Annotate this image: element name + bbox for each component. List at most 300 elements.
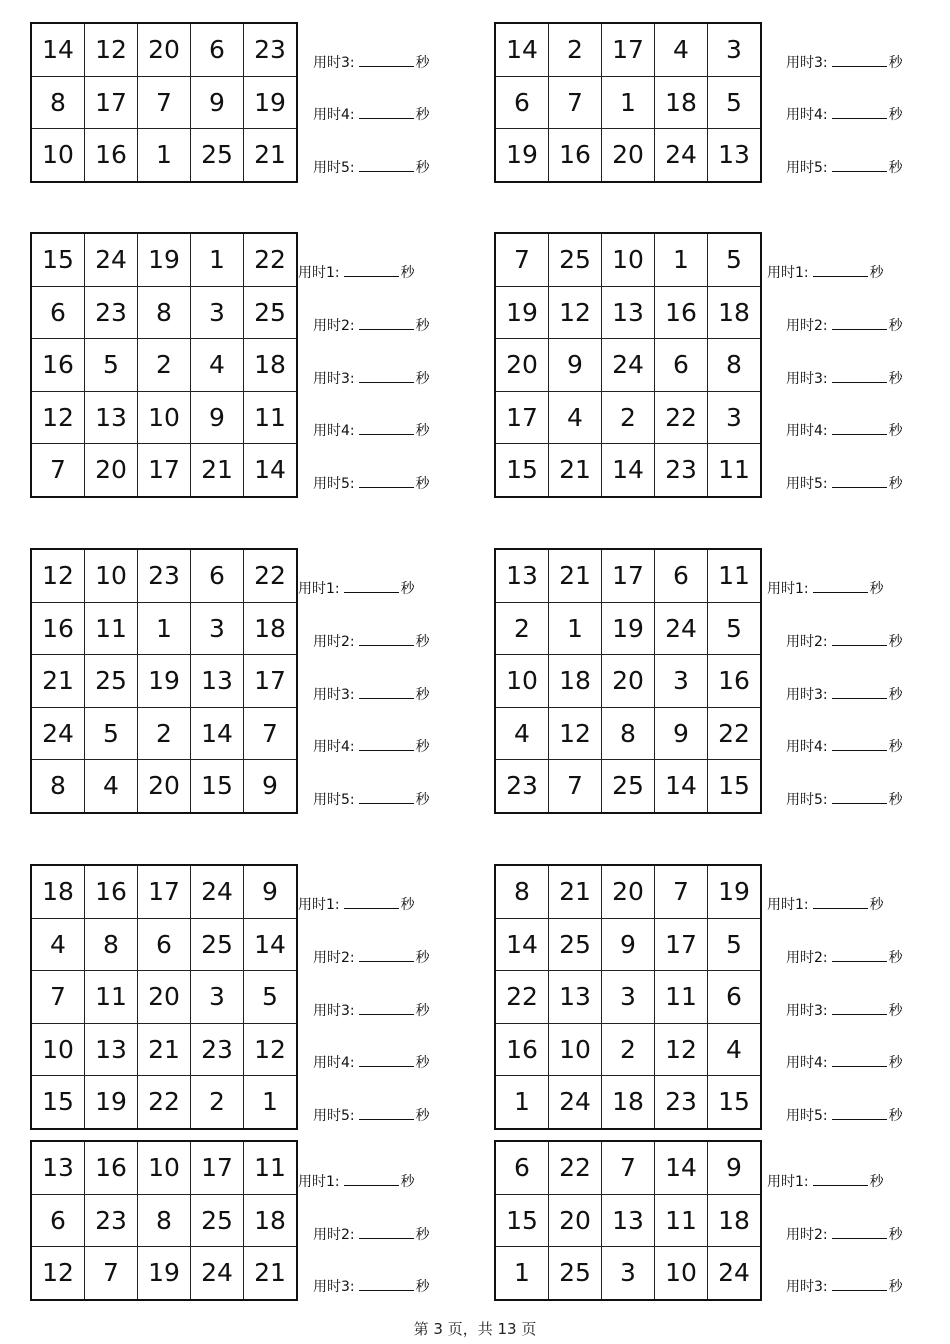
grid-cell: 16 <box>495 1023 549 1076</box>
grid-cell: 10 <box>549 1023 602 1076</box>
time-unit: 秒 <box>415 1227 430 1243</box>
grid-cell: 7 <box>244 707 298 760</box>
time-record <box>786 317 903 334</box>
grid-cell: 19 <box>138 1247 191 1300</box>
time-unit: 秒 <box>415 55 430 71</box>
time-answer-blank[interactable] <box>813 264 868 277</box>
time-record <box>767 264 884 281</box>
number-grid <box>30 864 298 1130</box>
grid-cell: 13 <box>191 655 244 708</box>
grid-cell: 8 <box>138 1194 191 1247</box>
grid-cell: 9 <box>244 865 298 918</box>
time-record <box>313 1002 430 1019</box>
grid-cell: 25 <box>549 1247 602 1300</box>
time-record <box>767 896 884 913</box>
grid-cell: 17 <box>138 444 191 497</box>
grid-row <box>495 1247 761 1300</box>
time-label: 用时5: <box>313 792 355 808</box>
time-record <box>298 264 415 281</box>
time-unit: 秒 <box>400 1174 415 1190</box>
grid-cell: 21 <box>31 655 85 708</box>
time-answer-blank[interactable] <box>344 896 399 909</box>
time-label: 用时4: <box>313 739 355 755</box>
grid-cell: 1 <box>191 233 244 286</box>
grid-cell: 16 <box>549 129 602 182</box>
time-record <box>786 1226 903 1243</box>
time-answer-blank[interactable] <box>832 738 887 751</box>
grid-cell: 3 <box>602 1247 655 1300</box>
time-answer-blank[interactable] <box>344 1173 399 1186</box>
number-grid <box>494 864 762 1130</box>
time-answer-blank[interactable] <box>832 1278 887 1291</box>
time-answer-blank[interactable] <box>832 791 887 804</box>
grid-cell: 6 <box>31 286 85 339</box>
grid-cell: 8 <box>602 707 655 760</box>
grid-row <box>495 286 761 339</box>
grid-row <box>31 549 297 602</box>
grid-row <box>495 760 761 813</box>
grid-cell: 23 <box>85 1194 138 1247</box>
grid-cell: 2 <box>138 339 191 392</box>
time-answer-blank[interactable] <box>832 370 887 383</box>
grid-cell: 7 <box>31 971 85 1024</box>
number-grid <box>30 548 298 814</box>
grid-cell: 13 <box>602 1194 655 1247</box>
grid-cell: 1 <box>244 1076 298 1129</box>
time-unit: 秒 <box>888 371 903 387</box>
grid-row <box>31 655 297 708</box>
time-answer-blank[interactable] <box>359 1002 414 1015</box>
grid-cell: 3 <box>708 391 762 444</box>
grid-cell: 22 <box>708 707 762 760</box>
grid-cell: 7 <box>495 233 549 286</box>
grid-cell: 4 <box>495 707 549 760</box>
grid-cell: 24 <box>549 1076 602 1129</box>
grid-cell: 6 <box>495 1141 549 1194</box>
time-label: 用时2: <box>786 318 828 334</box>
grid-cell: 14 <box>495 918 549 971</box>
grid-cell: 9 <box>655 707 708 760</box>
grid-row <box>495 1076 761 1129</box>
time-record <box>313 422 430 439</box>
grid-cell: 3 <box>191 286 244 339</box>
time-unit: 秒 <box>869 897 884 913</box>
time-answer-blank[interactable] <box>813 580 868 593</box>
grid-cell: 6 <box>655 549 708 602</box>
grid-cell: 17 <box>244 655 298 708</box>
time-record <box>786 1278 903 1295</box>
grid-cell: 20 <box>602 865 655 918</box>
time-label: 用时5: <box>786 1108 828 1124</box>
grid-cell: 21 <box>549 549 602 602</box>
grid-cell: 19 <box>85 1076 138 1129</box>
grid-cell: 11 <box>244 391 298 444</box>
grid-cell: 9 <box>549 339 602 392</box>
time-record <box>786 686 903 703</box>
time-answer-blank[interactable] <box>359 54 414 67</box>
time-answer-blank[interactable] <box>344 580 399 593</box>
time-answer-blank[interactable] <box>359 1226 414 1239</box>
grid-cell: 5 <box>708 918 762 971</box>
time-answer-blank[interactable] <box>832 949 887 962</box>
grid-cell: 9 <box>191 391 244 444</box>
grid-row <box>31 286 297 339</box>
grid-cell: 11 <box>708 444 762 497</box>
time-label: 用时3: <box>313 687 355 703</box>
grid-cell: 18 <box>549 655 602 708</box>
time-unit: 秒 <box>888 792 903 808</box>
grid-cell: 20 <box>138 23 191 76</box>
grid-cell: 6 <box>708 971 762 1024</box>
number-grid <box>30 22 298 183</box>
grid-cell: 22 <box>655 391 708 444</box>
grid-cell: 12 <box>31 549 85 602</box>
grid-cell: 4 <box>31 918 85 971</box>
grid-cell: 13 <box>549 971 602 1024</box>
grid-cell: 7 <box>138 76 191 129</box>
grid-cell: 18 <box>244 339 298 392</box>
grid-row <box>31 339 297 392</box>
grid-cell: 20 <box>85 444 138 497</box>
grid-cell: 23 <box>138 549 191 602</box>
time-answer-blank[interactable] <box>359 1054 414 1067</box>
grid-cell: 8 <box>31 760 85 813</box>
time-label: 用时2: <box>786 634 828 650</box>
time-record <box>767 1173 884 1190</box>
time-record <box>786 738 903 755</box>
grid-cell: 10 <box>138 1141 191 1194</box>
grid-cell: 10 <box>655 1247 708 1300</box>
grid-cell: 22 <box>549 1141 602 1194</box>
grid-cell: 21 <box>244 1247 298 1300</box>
time-label: 用时4: <box>786 739 828 755</box>
grid-cell: 23 <box>244 23 298 76</box>
grid-cell: 14 <box>244 918 298 971</box>
time-record <box>313 370 430 387</box>
grid-cell: 7 <box>655 865 708 918</box>
time-record <box>313 791 430 808</box>
grid-cell: 3 <box>191 602 244 655</box>
time-answer-blank[interactable] <box>359 738 414 751</box>
grid-cell: 13 <box>85 391 138 444</box>
grid-cell: 6 <box>138 918 191 971</box>
time-label: 用时1: <box>298 897 340 913</box>
grid-cell: 3 <box>602 971 655 1024</box>
time-record <box>786 633 903 650</box>
grid-cell: 4 <box>655 23 708 76</box>
grid-cell: 18 <box>708 1194 762 1247</box>
grid-cell: 25 <box>191 1194 244 1247</box>
grid-cell: 24 <box>191 1247 244 1300</box>
time-record <box>786 159 903 176</box>
time-label: 用时1: <box>298 1174 340 1190</box>
number-grid <box>494 22 762 183</box>
time-record <box>313 159 430 176</box>
time-label: 用时3: <box>786 1279 828 1295</box>
time-answer-blank[interactable] <box>832 422 887 435</box>
time-label: 用时3: <box>786 55 828 71</box>
grid-cell: 11 <box>85 602 138 655</box>
grid-cell: 15 <box>495 1194 549 1247</box>
grid-cell: 15 <box>31 1076 85 1129</box>
time-label: 用时4: <box>786 423 828 439</box>
grid-row <box>31 1141 297 1194</box>
grid-cell: 2 <box>549 23 602 76</box>
time-unit: 秒 <box>415 107 430 123</box>
time-record <box>786 422 903 439</box>
time-label: 用时4: <box>313 107 355 123</box>
grid-cell: 16 <box>31 602 85 655</box>
grid-cell: 16 <box>655 286 708 339</box>
grid-row <box>31 602 297 655</box>
grid-cell: 13 <box>602 286 655 339</box>
grid-row <box>495 865 761 918</box>
grid-cell: 12 <box>31 1247 85 1300</box>
grid-cell: 20 <box>602 655 655 708</box>
grid-cell: 18 <box>31 865 85 918</box>
time-label: 用时5: <box>313 476 355 492</box>
number-grid <box>494 232 762 498</box>
time-unit: 秒 <box>415 318 430 334</box>
grid-cell: 4 <box>549 391 602 444</box>
number-grid <box>494 1140 762 1301</box>
time-label: 用时5: <box>313 160 355 176</box>
time-unit: 秒 <box>888 1055 903 1071</box>
time-record <box>313 686 430 703</box>
time-label: 用时5: <box>786 476 828 492</box>
grid-row <box>495 1194 761 1247</box>
grid-row <box>31 1194 297 1247</box>
grid-cell: 21 <box>549 865 602 918</box>
time-record <box>313 475 430 492</box>
time-label: 用时4: <box>313 1055 355 1071</box>
time-answer-blank[interactable] <box>832 1054 887 1067</box>
grid-row <box>31 707 297 760</box>
grid-cell: 7 <box>85 1247 138 1300</box>
grid-cell: 24 <box>655 129 708 182</box>
grid-row <box>495 602 761 655</box>
time-answer-blank[interactable] <box>832 317 887 330</box>
grid-row <box>495 549 761 602</box>
grid-cell: 19 <box>138 655 191 708</box>
time-label: 用时5: <box>313 1108 355 1124</box>
grid-cell: 11 <box>655 1194 708 1247</box>
grid-cell: 7 <box>549 76 602 129</box>
grid-cell: 21 <box>191 444 244 497</box>
grid-cell: 14 <box>244 444 298 497</box>
time-record <box>786 370 903 387</box>
grid-row <box>31 129 297 182</box>
time-unit: 秒 <box>415 634 430 650</box>
time-answer-blank[interactable] <box>359 1107 414 1120</box>
time-record <box>786 106 903 123</box>
time-label: 用时2: <box>313 950 355 966</box>
grid-cell: 4 <box>85 760 138 813</box>
grid-cell: 17 <box>191 1141 244 1194</box>
grid-cell: 9 <box>602 918 655 971</box>
grid-cell: 10 <box>602 233 655 286</box>
time-answer-blank[interactable] <box>832 1002 887 1015</box>
grid-cell: 11 <box>655 971 708 1024</box>
grid-cell: 10 <box>138 391 191 444</box>
time-unit: 秒 <box>415 1108 430 1124</box>
time-unit: 秒 <box>400 897 415 913</box>
grid-cell: 13 <box>31 1141 85 1194</box>
grid-cell: 23 <box>655 444 708 497</box>
time-answer-blank[interactable] <box>359 475 414 488</box>
grid-row <box>31 76 297 129</box>
time-record <box>313 1107 430 1124</box>
grid-cell: 19 <box>138 233 191 286</box>
grid-cell: 24 <box>602 339 655 392</box>
time-label: 用时1: <box>767 897 809 913</box>
time-unit: 秒 <box>888 1108 903 1124</box>
time-unit: 秒 <box>869 1174 884 1190</box>
grid-cell: 1 <box>138 129 191 182</box>
grid-cell: 1 <box>655 233 708 286</box>
grid-cell: 2 <box>138 707 191 760</box>
grid-cell: 3 <box>191 971 244 1024</box>
time-answer-blank[interactable] <box>832 1107 887 1120</box>
time-answer-blank[interactable] <box>359 422 414 435</box>
grid-cell: 15 <box>708 760 762 813</box>
grid-cell: 13 <box>495 549 549 602</box>
grid-cell: 13 <box>85 1023 138 1076</box>
grid-cell: 8 <box>138 286 191 339</box>
time-label: 用时3: <box>313 1279 355 1295</box>
grid-cell: 21 <box>138 1023 191 1076</box>
time-unit: 秒 <box>415 371 430 387</box>
grid-cell: 5 <box>85 707 138 760</box>
grid-cell: 9 <box>708 1141 762 1194</box>
time-answer-blank[interactable] <box>832 159 887 172</box>
time-record <box>313 738 430 755</box>
grid-cell: 1 <box>138 602 191 655</box>
grid-row <box>31 1023 297 1076</box>
time-unit: 秒 <box>888 687 903 703</box>
grid-row <box>495 129 761 182</box>
time-answer-blank[interactable] <box>359 686 414 699</box>
grid-cell: 22 <box>138 1076 191 1129</box>
grid-cell: 1 <box>495 1076 549 1129</box>
time-label: 用时4: <box>313 423 355 439</box>
grid-cell: 16 <box>85 129 138 182</box>
time-answer-blank[interactable] <box>813 896 868 909</box>
time-answer-blank[interactable] <box>832 633 887 646</box>
time-answer-blank[interactable] <box>359 317 414 330</box>
grid-cell: 9 <box>244 760 298 813</box>
grid-row <box>495 707 761 760</box>
grid-cell: 12 <box>549 286 602 339</box>
time-answer-blank[interactable] <box>359 1278 414 1291</box>
time-unit: 秒 <box>400 581 415 597</box>
grid-cell: 17 <box>655 918 708 971</box>
grid-cell: 23 <box>85 286 138 339</box>
time-answer-blank[interactable] <box>359 159 414 172</box>
time-unit: 秒 <box>869 265 884 281</box>
grid-cell: 17 <box>495 391 549 444</box>
grid-cell: 15 <box>708 1076 762 1129</box>
time-record <box>313 633 430 650</box>
grid-cell: 2 <box>602 1023 655 1076</box>
grid-cell: 5 <box>244 971 298 1024</box>
time-label: 用时2: <box>313 634 355 650</box>
time-record <box>313 1278 430 1295</box>
time-label: 用时2: <box>313 1227 355 1243</box>
grid-row <box>31 23 297 76</box>
time-label: 用时1: <box>298 265 340 281</box>
time-answer-blank[interactable] <box>832 475 887 488</box>
grid-cell: 17 <box>602 23 655 76</box>
time-label: 用时2: <box>313 318 355 334</box>
grid-cell: 15 <box>191 760 244 813</box>
time-answer-blank[interactable] <box>359 633 414 646</box>
grid-row <box>495 233 761 286</box>
grid-cell: 14 <box>655 1141 708 1194</box>
grid-cell: 8 <box>31 76 85 129</box>
grid-row <box>31 233 297 286</box>
time-answer-blank[interactable] <box>832 106 887 119</box>
time-unit: 秒 <box>888 950 903 966</box>
time-record <box>313 106 430 123</box>
grid-cell: 20 <box>138 760 191 813</box>
time-unit: 秒 <box>888 1279 903 1295</box>
grid-cell: 20 <box>602 129 655 182</box>
time-label: 用时3: <box>786 371 828 387</box>
grid-cell: 12 <box>655 1023 708 1076</box>
time-unit: 秒 <box>415 739 430 755</box>
time-label: 用时2: <box>786 1227 828 1243</box>
time-record <box>786 1054 903 1071</box>
grid-cell: 20 <box>138 971 191 1024</box>
grid-cell: 2 <box>495 602 549 655</box>
grid-cell: 12 <box>549 707 602 760</box>
time-record <box>298 1173 415 1190</box>
grid-row <box>495 339 761 392</box>
time-answer-blank[interactable] <box>359 791 414 804</box>
time-answer-blank[interactable] <box>344 264 399 277</box>
time-answer-blank[interactable] <box>359 370 414 383</box>
time-unit: 秒 <box>415 1003 430 1019</box>
time-answer-blank[interactable] <box>813 1173 868 1186</box>
time-record <box>786 1002 903 1019</box>
time-unit: 秒 <box>415 1055 430 1071</box>
grid-cell: 13 <box>708 129 762 182</box>
time-answer-blank[interactable] <box>832 1226 887 1239</box>
grid-row <box>495 444 761 497</box>
grid-cell: 6 <box>191 23 244 76</box>
time-answer-blank[interactable] <box>832 54 887 67</box>
grid-cell: 2 <box>602 391 655 444</box>
time-answer-blank[interactable] <box>832 686 887 699</box>
grid-cell: 24 <box>191 865 244 918</box>
grid-cell: 24 <box>655 602 708 655</box>
time-record <box>786 475 903 492</box>
time-record <box>313 317 430 334</box>
grid-cell: 12 <box>85 23 138 76</box>
time-answer-blank[interactable] <box>359 106 414 119</box>
time-answer-blank[interactable] <box>359 949 414 962</box>
grid-cell: 25 <box>549 918 602 971</box>
time-label: 用时4: <box>786 1055 828 1071</box>
grid-cell: 14 <box>602 444 655 497</box>
time-unit: 秒 <box>888 160 903 176</box>
grid-cell: 24 <box>31 707 85 760</box>
grid-row <box>31 444 297 497</box>
grid-cell: 16 <box>31 339 85 392</box>
grid-cell: 19 <box>495 286 549 339</box>
grid-cell: 6 <box>655 339 708 392</box>
